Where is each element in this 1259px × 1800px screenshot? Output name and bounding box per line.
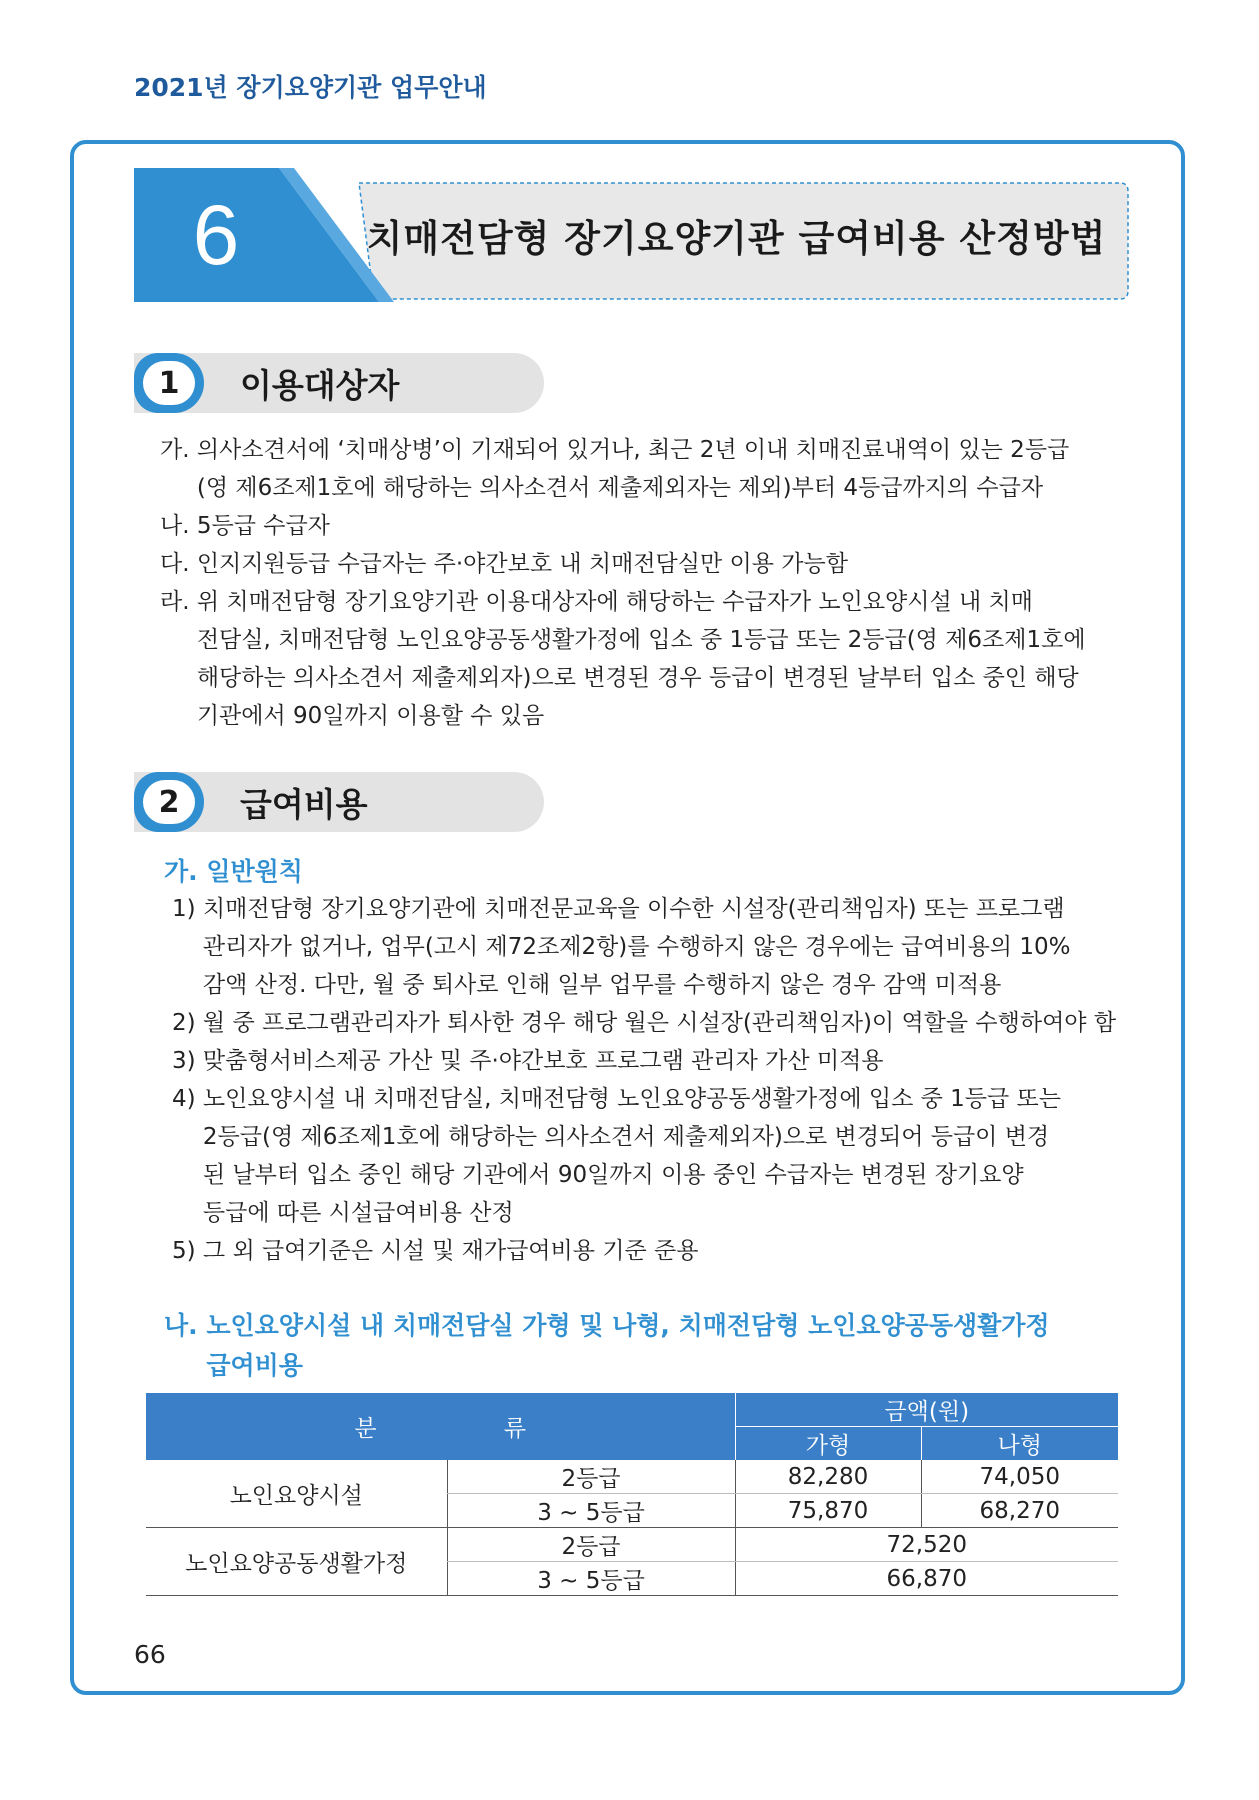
list-marker: 3)	[172, 1048, 203, 1074]
list-text: 된 날부터 입소 중인 해당 기관에서 90일까지 이용 중인 수급자는 변경된 장기요양	[202, 1162, 1024, 1188]
list-marker: 가.	[160, 437, 197, 463]
list-item-line	[172, 1156, 1132, 1194]
list-item-line	[160, 659, 1132, 697]
list-marker: 5)	[172, 1238, 203, 1264]
table-row	[146, 1460, 1118, 1494]
amount-cell: 82,280	[735, 1460, 921, 1494]
list-marker: 라.	[160, 589, 197, 615]
subsection-b-text	[206, 1306, 1132, 1386]
list-text: 5등급 수급자	[196, 513, 330, 539]
list-item-line	[172, 1194, 1132, 1232]
list-item-line	[172, 928, 1132, 966]
grade-cell: 3 ~ 5등급	[447, 1494, 735, 1528]
running-header: 2021년 장기요양기관 업무안내	[134, 73, 487, 102]
subsection-b-heading	[164, 1306, 1132, 1386]
list-marker: 나.	[160, 513, 197, 539]
amount-cell: 68,270	[921, 1494, 1118, 1528]
grade-cell: 2등급	[447, 1460, 735, 1494]
chapter-title: 치매전담형 장기요양기관 급여비용 산정방법	[366, 217, 1107, 260]
list-item-line	[160, 545, 1132, 583]
grade-cell: 3 ~ 5등급	[447, 1562, 735, 1596]
subsection-b-line-2: 급여비용	[206, 1351, 303, 1380]
list-item-line	[172, 1004, 1132, 1042]
list-marker: 4)	[172, 1086, 203, 1112]
list-text: (영 제6조제1호에 해당하는 의사소견서 제출제외자는 제외)부터 4등급까지의 수급자	[196, 475, 1044, 501]
list-item-line	[172, 966, 1132, 1004]
list-item-line	[160, 583, 1132, 621]
amount-cell: 66,870	[735, 1562, 1118, 1596]
list-text: 기관에서 90일까지 이용할 수 있음	[196, 703, 545, 729]
list-marker: 2)	[172, 1010, 203, 1036]
table-header-na: 나형	[921, 1427, 1118, 1461]
list-item-line	[160, 431, 1132, 469]
amount-cell: 74,050	[921, 1460, 1118, 1494]
facility-1-label: 노인요양시설	[146, 1460, 447, 1528]
list-item-line	[172, 1118, 1132, 1156]
list-text: 치매전담형 장기요양기관에 치매전문교육을 이수한 시설장(관리책임자) 또는 프로그램	[202, 896, 1065, 922]
list-text: 맞춤형서비스제공 가산 및 주·야간보호 프로그램 관리자 가산 미적용	[202, 1048, 884, 1074]
list-item-line	[160, 507, 1132, 545]
section-1-list	[160, 431, 1132, 735]
list-marker: 다.	[160, 551, 197, 577]
amount-cell: 75,870	[735, 1494, 921, 1528]
list-marker: 1)	[172, 896, 203, 922]
list-text: 감액 산정. 다만, 월 중 퇴사로 인해 일부 업무를 수행하지 않은 경우 감액 미적용	[202, 972, 1002, 998]
grade-cell: 2등급	[447, 1528, 735, 1562]
chapter-number: 6	[192, 187, 240, 282]
section-2-title: 급여비용	[240, 784, 368, 824]
list-text: 그 외 급여기준은 시설 및 재가급여비용 기준 준용	[202, 1238, 699, 1264]
page-number: 66	[134, 1640, 166, 1669]
list-item-line	[160, 469, 1132, 507]
section-2-header	[134, 772, 544, 832]
list-text: 월 중 프로그램관리자가 퇴사한 경우 해당 월은 시설장(관리책임자)이 역할을 수행하여야 함	[202, 1010, 1117, 1036]
list-item-line	[172, 890, 1132, 928]
list-text: 관리자가 없거나, 업무(고시 제72조제2항)를 수행하지 않은 경우에는 급여비용의 10%	[202, 934, 1071, 960]
list-item-line	[160, 621, 1132, 659]
list-item-line	[172, 1232, 1132, 1270]
list-text: 2등급(영 제6조제1호에 해당하는 의사소견서 제출제외자)으로 변경되어 등급이 변경	[202, 1124, 1050, 1150]
section-1-number: 1	[143, 361, 195, 405]
subsection-b-marker: 나.	[164, 1311, 207, 1340]
subsection-a-list	[172, 890, 1132, 1270]
table-row	[146, 1528, 1118, 1562]
table-header-amount: 금액(원)	[735, 1393, 1118, 1427]
list-item-line	[172, 1080, 1132, 1118]
section-1-number-badge	[134, 353, 204, 413]
list-item-line	[160, 697, 1132, 735]
list-text: 등급에 따른 시설급여비용 산정	[202, 1200, 514, 1226]
list-text: 위 치매전담형 장기요양기관 이용대상자에 해당하는 수급자가 노인요양시설 내 치매	[196, 589, 1033, 615]
subsection-b-line-1: 노인요양시설 내 치매전담실 가형 및 나형, 치매전담형 노인요양공동생활가정	[206, 1311, 1050, 1340]
fee-table	[146, 1393, 1118, 1596]
list-text: 인지지원등급 수급자는 주·야간보호 내 치매전담실만 이용 가능함	[196, 551, 848, 577]
list-item-line	[172, 1042, 1132, 1080]
list-text: 해당하는 의사소견서 제출제외자)으로 변경된 경우 등급이 변경된 날부터 입소 중인 해당	[196, 665, 1079, 691]
list-text: 노인요양시설 내 치매전담실, 치매전담형 노인요양공동생활가정에 입소 중 1등급 또는	[202, 1086, 1061, 1112]
table-header-ga: 가형	[735, 1427, 921, 1461]
section-2-number: 2	[143, 780, 195, 824]
chapter-banner	[134, 168, 1132, 302]
section-1-header	[134, 353, 544, 413]
facility-2-label: 노인요양공동생활가정	[146, 1528, 447, 1596]
amount-cell: 72,520	[735, 1528, 1118, 1562]
list-text: 전담실, 치매전담형 노인요양공동생활가정에 입소 중 1등급 또는 2등급(영 제6조제1호에	[196, 627, 1086, 653]
section-1-title: 이용대상자	[240, 365, 400, 405]
section-2-number-badge	[134, 772, 204, 832]
table-header-category: 분 류	[146, 1393, 735, 1460]
list-text: 의사소견서에 ‘치매상병’이 기재되어 있거나, 최근 2년 이내 치매진료내역이 있는 2등급	[196, 437, 1070, 463]
subsection-a-heading: 가. 일반원칙	[164, 857, 303, 886]
